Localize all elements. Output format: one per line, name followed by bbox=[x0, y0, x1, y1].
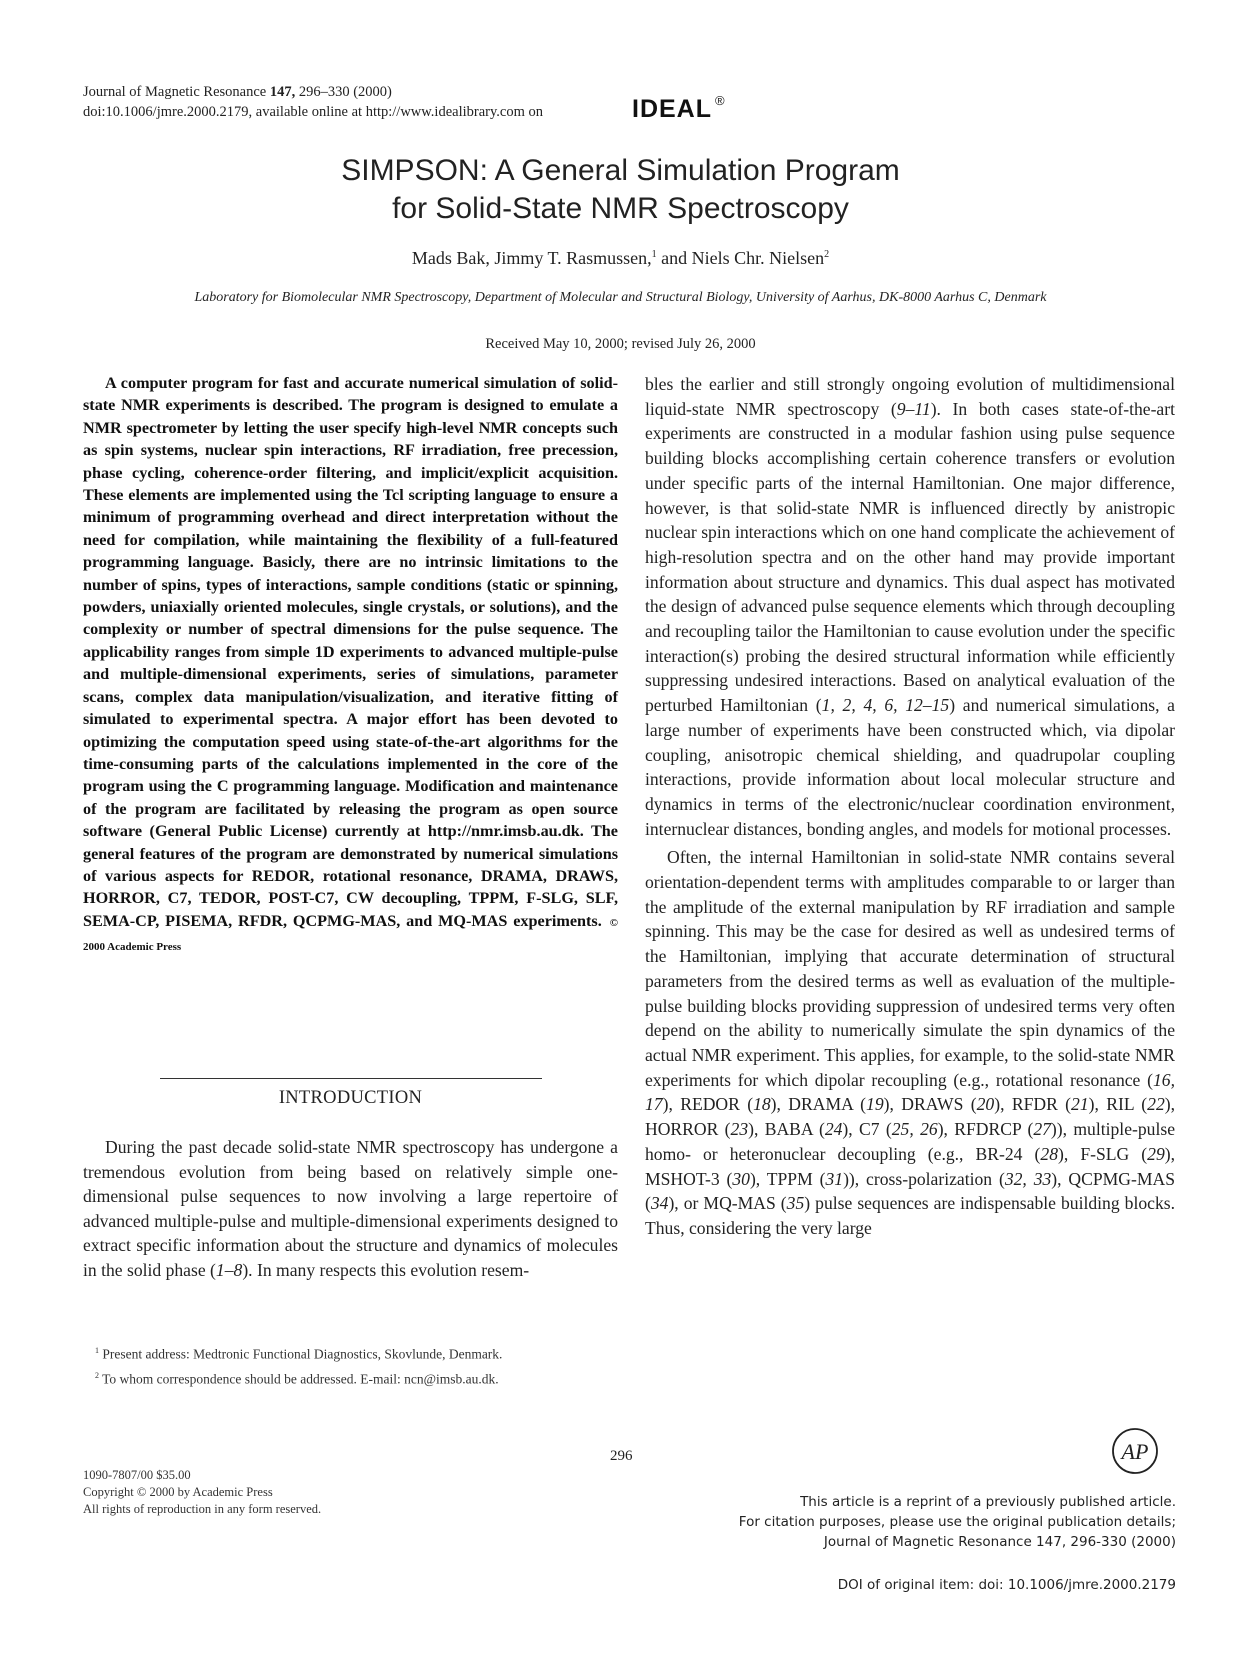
page-number: 296 bbox=[610, 1448, 633, 1464]
abstract-copyright: © 2000 Academic Press bbox=[83, 916, 618, 954]
footnote-1 bbox=[95, 1340, 620, 1365]
introduction-paragraph bbox=[83, 1135, 618, 1282]
citation: 20 bbox=[976, 1094, 995, 1115]
footnote-mark-1: 1 bbox=[651, 249, 657, 260]
body-text: ), HORROR ( bbox=[645, 1094, 1176, 1140]
right-paragraph-2 bbox=[645, 845, 1175, 1240]
reprint-line-3: Journal of Magnetic Resonance 147, 296-330 (2000) bbox=[823, 1534, 1176, 1550]
body-text: ), REDOR ( bbox=[662, 1094, 754, 1115]
journal-pages-year: 296–330 (2000) bbox=[298, 84, 392, 100]
body-text: )), multiple-pulse homo- or heteronuclear decoupling (e.g., BR-24 ( bbox=[645, 1119, 1175, 1164]
footnote-mark-2: 2 bbox=[824, 249, 830, 260]
journal-citation bbox=[83, 82, 543, 102]
author-list bbox=[0, 248, 1241, 269]
body-text: ), TPPM ( bbox=[749, 1168, 826, 1189]
registered-mark: ® bbox=[715, 93, 725, 108]
citation: 25, 26 bbox=[891, 1119, 938, 1140]
citation: 24 bbox=[824, 1119, 843, 1140]
body-text: ), BABA ( bbox=[748, 1119, 825, 1140]
footnotes bbox=[95, 1340, 620, 1389]
body-text: ), RFDR ( bbox=[994, 1094, 1072, 1115]
citation: 32, 33 bbox=[1004, 1168, 1052, 1189]
body-text: ), or MQ-MAS ( bbox=[668, 1193, 787, 1214]
right-column bbox=[645, 372, 1175, 1241]
ideal-logo bbox=[632, 94, 725, 130]
logo-letters: AP bbox=[1121, 1439, 1149, 1464]
academic-press-logo-icon bbox=[1110, 1426, 1160, 1476]
body-text: ), C7 ( bbox=[842, 1119, 892, 1140]
body-text: )), cross-polarization ( bbox=[843, 1168, 1005, 1189]
citation: 21 bbox=[1071, 1094, 1089, 1115]
ideal-logo-text: IDEAL bbox=[632, 95, 712, 123]
body-text: ) pulse sequences are indispensable building blocks. Thus, considering the very large bbox=[645, 1193, 1176, 1238]
body-text: ), QCPMG-MAS ( bbox=[645, 1168, 1175, 1214]
body-text: ) and numerical simulations, a large number of experiments have been constructed which, via dipolar coupling, anisotropic chemical shielding, and quadrupolar coupling interactions, provide information about local molecular structure and dynamics in terms of the electronic/nuclear coordination environment, internuclear distances, bonding angles, and models for motional processes. bbox=[645, 695, 1175, 839]
abstract bbox=[83, 372, 618, 959]
received-dates: Received May 10, 2000; revised July 26, 2000 bbox=[485, 336, 756, 352]
title-line-2: for Solid-State NMR Spectroscopy bbox=[392, 192, 849, 225]
footnote-text: Present address: Medtronic Functional Diagnostics, Skovlunde, Denmark. bbox=[99, 1346, 503, 1362]
citation: 1, 2, 4, 6, 12–15 bbox=[821, 695, 950, 716]
citation: 19 bbox=[866, 1094, 884, 1115]
citation: 9–11 bbox=[896, 398, 931, 419]
intro-text: During the past decade solid-state NMR spectroscopy has undergone a tremendous evolution from being based on relatively simple one-dimensional pulse sequences to now involving a large repertoire of advanced multiple-pulse and multiple-dimensional experiments designed to extract specific information about the structure and dynamics of molecules in the solid phase ( bbox=[83, 1137, 618, 1280]
issn-price: 1090-7807/00 $35.00 bbox=[83, 1468, 191, 1482]
citation: 30 bbox=[732, 1168, 750, 1189]
citation: 34 bbox=[650, 1193, 669, 1214]
footnote-number: 1 bbox=[95, 1346, 99, 1355]
citation: 22 bbox=[1147, 1094, 1165, 1115]
citation: 31 bbox=[825, 1168, 844, 1189]
title-line-1: SIMPSON: A General Simulation Program bbox=[341, 154, 900, 187]
body-text: ), DRAWS ( bbox=[883, 1094, 977, 1115]
copyright-line: Copyright © 2000 by Academic Press bbox=[83, 1485, 273, 1499]
intro-text: ). In many respects this evolution resem- bbox=[242, 1259, 530, 1280]
rights-line: All rights of reproduction in any form reserved. bbox=[83, 1502, 322, 1516]
body-text: Often, the internal Hamiltonian in solid-state NMR contains several orientation-dependent terms with amplitudes comparable to or larger than the amplitude of the external manipulation by RF irradiation and sample spinning. This may be the case for desired as well as undesired terms of the Hamiltonian, implying that accurate determination of structural parameters from the desired terms as well as evaluation of the multiple-pulse building blocks providing suppression of undesired terms very often depend on the ability to numerically simulate the spin dynamics of the actual NMR experiment. This applies, for example, to the solid-state NMR experiments for which dipolar recoupling (e.g., rotational resonance ( bbox=[645, 847, 1175, 1090]
author-names-2: and Niels Chr. Nielsen bbox=[656, 248, 825, 268]
citation: 27 bbox=[1033, 1119, 1051, 1140]
abstract-text: A computer program for fast and accurate numerical simulation of solid-state NMR experiments is described. The program is designed to emulate a NMR spectrometer by letting the user specify high-level NMR concepts such as spin systems, nuclear spin interactions, RF irradiation, free precession, phase cycling, coherence-order filtering, and implicit/explicit acquisition. These elements are implemented using the Tcl scripting language to ensure a minimum of programming overhead and direct interpretation without the need for compilation, while maintaining the flexibility of a full-featured programming language. Basicly, there are no intrinsic limitations to the number of spins, types of interactions, sample conditions (static or spinning, powders, uniaxially oriented molecules, single crystals, or solutions), and the complexity or number of spectral dimensions for the pulse sequence. The applicability ranges from simple 1D experiments to advanced multiple-pulse and multiple-dimensional experiments, series of simulations, parameter scans, complex data manipulation/visualization, and iterative fitting of simulated to experimental spectra. A major effort has been devoted to optimizing the computation speed using state-of-the-art algorithms for the time-consuming parts of the calculations implemented in the core of the program using the C programming language. Modification and maintenance of the program are facilitated by releasing the program as open source software (General Public License) currently at http://nmr.imsb.au.dk. The general features of the program are demonstrated by numerical simulations of various aspects for REDOR, rotational resonance, DRAMA, DRAWS, HORROR, C7, TEDOR, POST-C7, CW decoupling, TPPM, F-SLG, SLF, SEMA-CP, PISEMA, RFDR, QCPMG-MAS, and MQ-MAS experiments. bbox=[83, 374, 618, 930]
reprint-line-1: This article is a reprint of a previously published article. bbox=[800, 1494, 1176, 1510]
journal-header bbox=[83, 82, 543, 122]
body-text: ), F-SLG ( bbox=[1057, 1143, 1148, 1164]
affiliation: Laboratory for Biomolecular NMR Spectroscopy, Department of Molecular and Structural Biology, University of Aarhus, DK-8000 Aarhus C, Denmark bbox=[194, 290, 1047, 305]
journal-volume: 147, bbox=[269, 84, 296, 100]
footnote-number: 2 bbox=[95, 1370, 99, 1380]
citation: 35 bbox=[786, 1193, 805, 1214]
footnote-text: To whom correspondence should be addressed. E-mail: ncn@imsb.au.dk. bbox=[99, 1371, 499, 1386]
body-text: ), RFDRCP ( bbox=[937, 1119, 1034, 1140]
article-title bbox=[0, 152, 1241, 228]
journal-doi-line: doi:10.1006/jmre.2000.2179, available online at http://www.idealibrary.com on bbox=[83, 104, 544, 120]
section-heading-introduction: INTRODUCTION bbox=[278, 1088, 423, 1108]
journal-name: Journal of Magnetic Resonance bbox=[83, 84, 267, 100]
body-text: ). In both cases state-of-the-art experiments are constructed in a modular fashion using pulse sequence building blocks accomplishing certain coherence transfers or evolution under specific parts of the internal Hamiltonian. One major difference, however, is that solid-state NMR is influenced directly by anistropic nuclear spin interactions which on one hand complicate the achievement of high-resolution spectra and on the other hand may provide important information about structure and dynamics. This dual aspect has motivated the design of advanced pulse sequence elements which through decoupling and recoupling tailor the Hamiltonian to cause evolution under the specific interaction(s) probing the desired structural information while efficiently suppressing undesired interactions. Based on analytical evaluation of the perturbed Hamiltonian ( bbox=[645, 398, 1175, 716]
citation: 18 bbox=[753, 1094, 771, 1115]
body-text: bles the earlier and still strongly ongoing evolution of multidimensional liquid-state NMR spectroscopy ( bbox=[645, 374, 1175, 419]
reprint-notice bbox=[656, 1492, 1176, 1552]
body-text: ), MSHOT-3 ( bbox=[645, 1143, 1175, 1189]
footnote-2 bbox=[95, 1365, 620, 1390]
body-text: ), DRAMA ( bbox=[770, 1094, 867, 1115]
reprint-line-2: For citation purposes, please use the original publication details; bbox=[738, 1514, 1176, 1530]
citation: 28 bbox=[1040, 1143, 1058, 1164]
citation: 29 bbox=[1147, 1143, 1165, 1164]
right-paragraph-1 bbox=[645, 372, 1175, 841]
copyright-block bbox=[83, 1467, 321, 1518]
citation: 23 bbox=[730, 1119, 749, 1140]
original-doi: DOI of original item: doi: 10.1006/jmre.2000.2179 bbox=[837, 1577, 1176, 1593]
body-text: ), RIL ( bbox=[1088, 1094, 1148, 1115]
author-names-1: Mads Bak, Jimmy T. Rasmussen, bbox=[411, 248, 652, 268]
abstract-divider bbox=[160, 1078, 542, 1079]
citation: 1–8 bbox=[215, 1259, 243, 1280]
citation: 16, 17 bbox=[645, 1069, 1175, 1115]
